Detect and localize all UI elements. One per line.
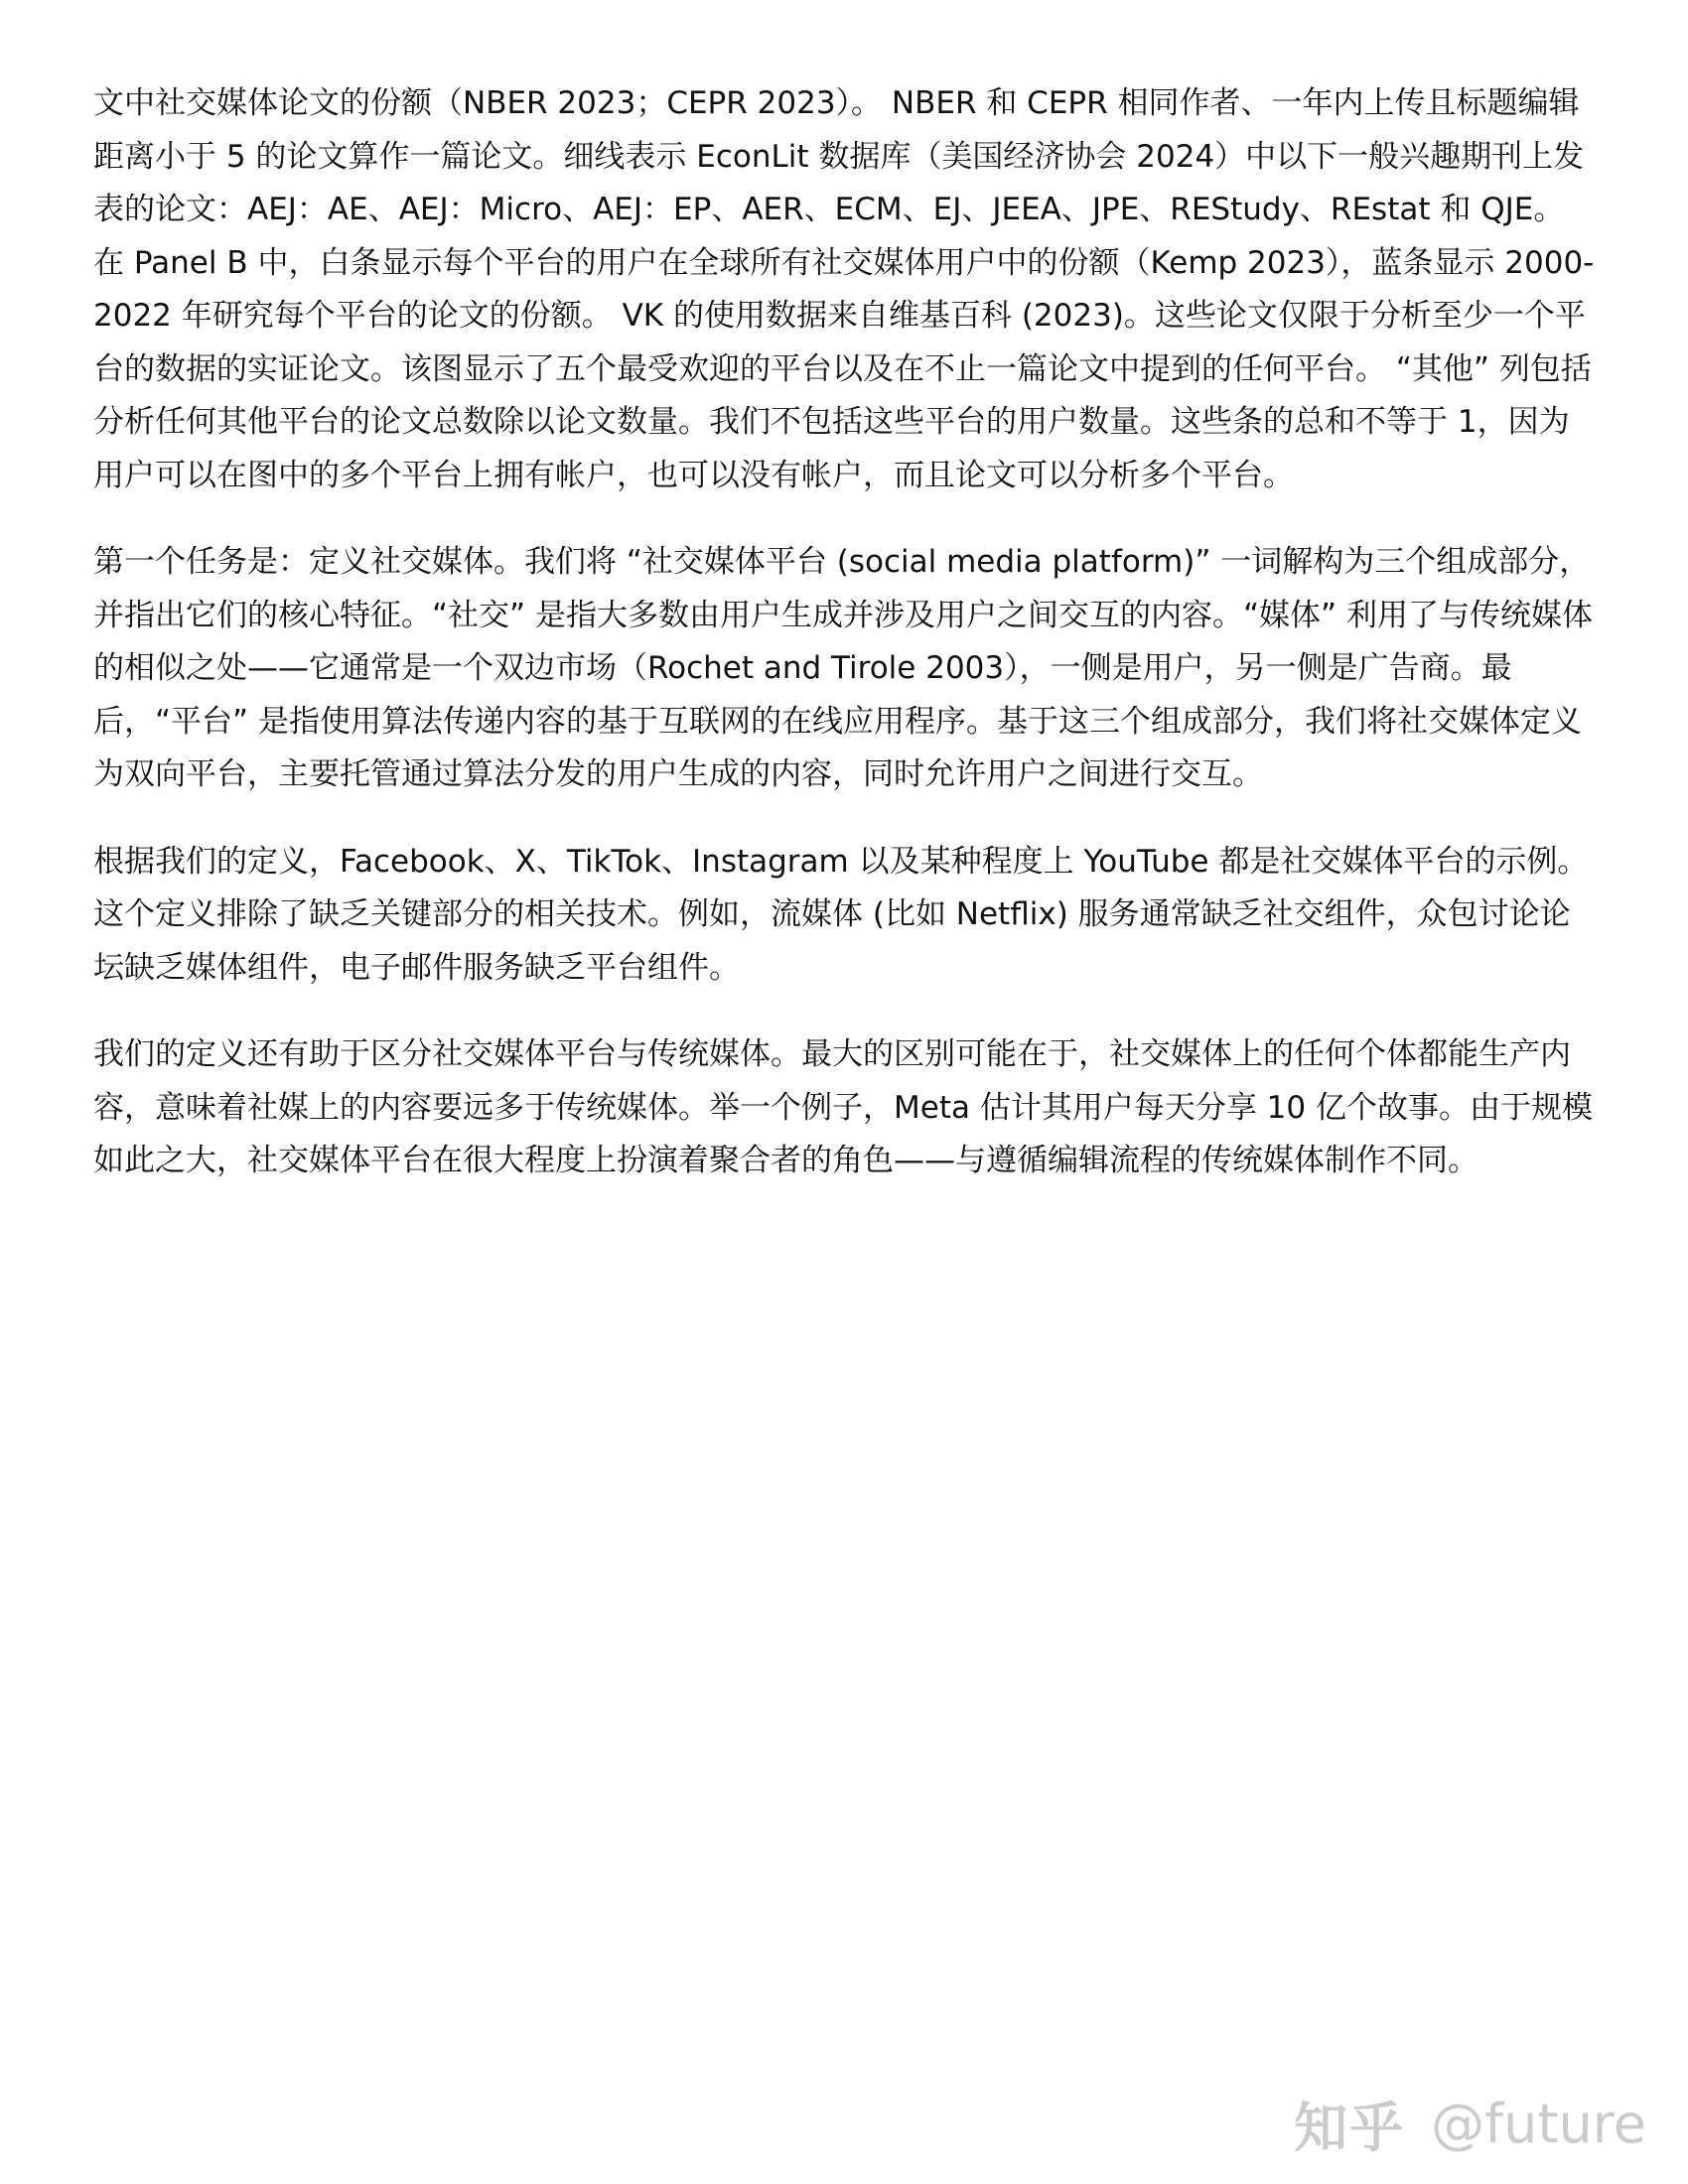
paragraph-distinction: 我们的定义还有助于区分社交媒体平台与传统媒体。最大的区别可能在于，社交媒体上的任何个体都能生产内容，意味着社媒上的内容要远多于传统媒体。举一个例子，Meta 估计其用户每天分享 10 亿个故事。由于规模如此之大，社交媒体平台在很大程度上扮演着聚合者的角色——与遵循编辑流程的传统媒体制作不同。	[93, 1036, 1593, 1178]
zhihu-watermark	[1294, 2086, 1646, 2162]
author-handle: @future	[1431, 2093, 1646, 2155]
zhihu-logo: 知乎	[1294, 2097, 1406, 2159]
paragraph-definition: 第一个任务是：定义社交媒体。我们将 “社交媒体平台 (social media platform)” 一词解构为三个组成部分，并指出它们的核心特征。“社交” 是指大多数由用户生成并涉及用户之间交互的内容。“媒体” 利用了与传统媒体的相似之处——它通常是一个双边市场（Rochet and Tirole 2003），一侧是用户，另一侧是广告商。最后，“平台” 是指使用算法传递内容的基于互联网的在线应用程序。基于这三个组成部分，我们将社交媒体定义为双向平台，主要托管通过算法分发的用户生成的内容，同时允许用户之间进行交互。	[93, 544, 1593, 792]
paragraph-figure-caption: 文中社交媒体论文的份额（NBER 2023；CEPR 2023）。 NBER 和 CEPR 相同作者、一年内上传且标题编辑距离小于 5 的论文算作一篇论文。细线表示 EconLit 数据库（美国经济协会 2024）中以下一般兴趣期刊上发表的论文：AEJ：AE、AEJ：Micro、AEJ：EP、AER、ECM、EJ、JEEA、JPE、REStudy、REstat 和 QJE。在 Panel B 中，白条显示每个平台的用户在全球所有社交媒体用户中的份额（Kemp 2023），蓝条显示 2000-2022 年研究每个平台的论文的份额。 VK 的使用数据来自维基百科 (2023)。这些论文仅限于分析至少一个平台的数据的实证论文。该图显示了五个最受欢迎的平台以及在不止一篇论文中提到的任何平台。 “其他” 列包括分析任何其他平台的论文总数除以论文数量。我们不包括这些平台的用户数量。这些条的总和不等于 1，因为用户可以在图中的多个平台上拥有帐户，也可以没有帐户，而且论文可以分析多个平台。	[93, 85, 1595, 493]
document-body	[93, 77, 1595, 1222]
paragraph-examples: 根据我们的定义，Facebook、X、TikTok、Instagram 以及某种程度上 YouTube 都是社交媒体平台的示例。这个定义排除了缺乏关键部分的相关技术。例如，流媒体 (比如 Netflix) 服务通常缺乏社交组件，众包讨论论坛缺乏媒体组件，电子邮件服务缺乏平台组件。	[93, 843, 1589, 986]
